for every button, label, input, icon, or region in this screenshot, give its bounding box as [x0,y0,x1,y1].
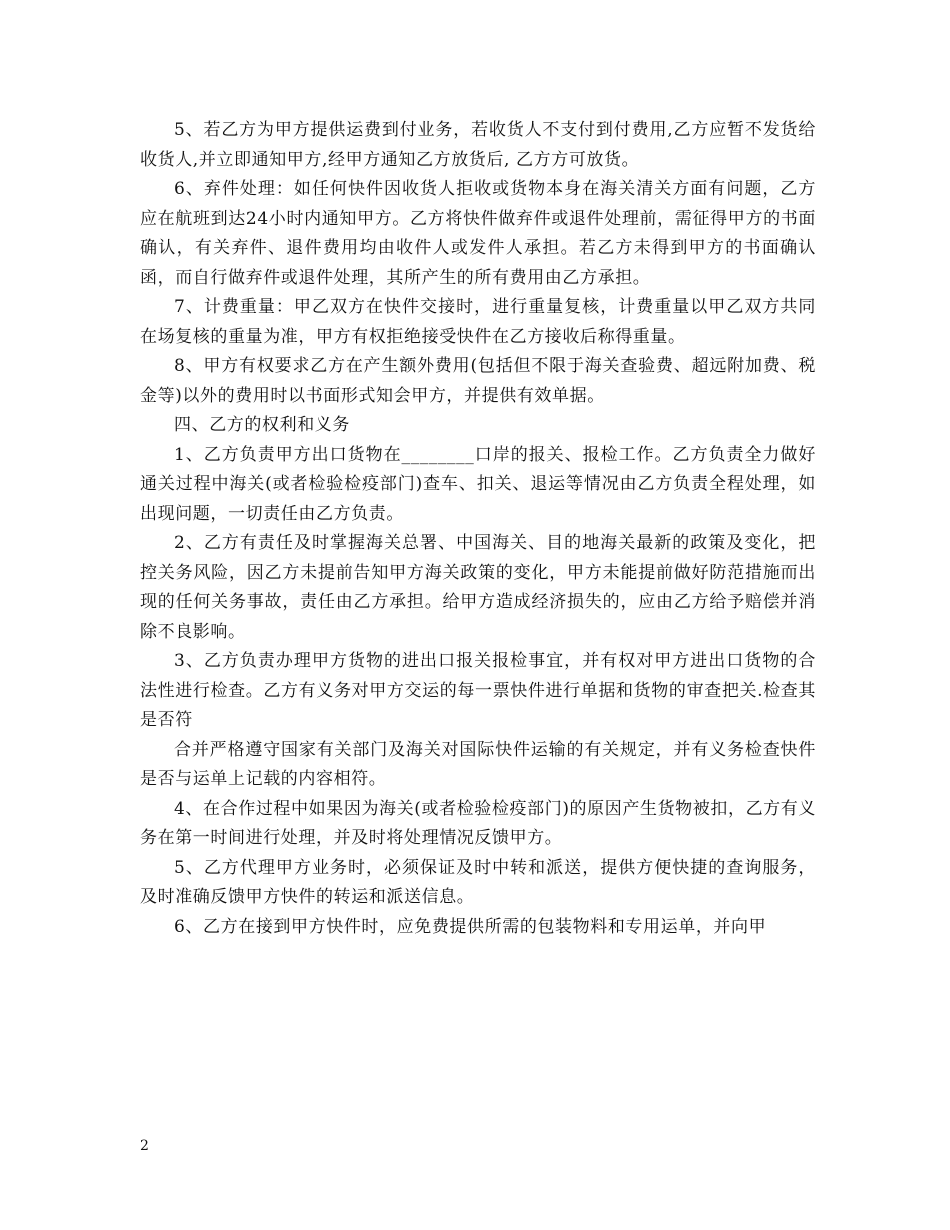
paragraph-b-clause-4-detention: 4、在合作过程中如果因为海关(或者检验检疫部门)的原因产生货物被扣，乙方有义务在第一时间进行处理，并及时将处理情况反馈甲方。 [140,798,816,848]
paragraph-b-clause-2-policy: 2、乙方有责任及时掌握海关总署、中国海关、目的地海关最新的政策及变化，把控关务风险，因乙方未提前告知甲方海关政策的变化，甲方未能提前做好防范措施而出现的任何关务事故，责任由乙方承担。给甲方造成经济损失的，应由乙方给予赔偿并消除不良影响。 [140,533,816,642]
paragraph-b-clause-1-customs: 1、乙方负责甲方出口货物在________口岸的报关、报检工作。乙方负责全力做好通关过程中海关(或者检验检疫部门)查车、扣关、退运等情况由乙方负责全程处理，如出现问题，一切责任由乙方负责。 [140,444,816,524]
paragraph-b-clause-6-packaging: 6、乙方在接到甲方快件时，应免费提供所需的包装物料和专用运单，并向甲 [174,916,767,937]
paragraph-b-clause-3-inspection: 3、乙方负责办理甲方货物的进出口报关报检事宜，并有权对甲方进出口货物的合法性进行检查。乙方有义务对甲方交运的每一票快件进行单据和货物的审查把关.检查其是否符 [140,651,816,730]
document-body [140,116,816,942]
paragraph-clause-8-extra-fees: 8、甲方有权要求乙方在产生额外费用(包括但不限于海关查验费、超远附加费、税金等)以外的费用时以书面形式知会甲方，并提供有效单据。 [140,356,816,406]
section-heading-party-b-rights: 四、乙方的权利和义务 [174,415,350,435]
paragraph-clause-7-billing-weight: 7、计费重量：甲乙双方在快件交接时，进行重量复核，计费重量以甲乙双方共同在场复核的重量为准，甲方有权拒绝接受快件在乙方接收后称得重量。 [140,297,816,347]
page-number: 2 [140,1138,149,1154]
paragraph-b-clause-3-continued: 合并严格遵守国家有关部门及海关对国际快件运输的有关规定，并有义务检查快件是否与运单上记载的内容相符。 [140,739,816,789]
paragraph-clause-6-abandoned-parcels: 6、弃件处理：如任何快件因收货人拒收或货物本身在海关清关方面有问题，乙方应在航班到达24小时内通知甲方。乙方将快件做弃件或退件处理前，需征得甲方的书面确认，有关弃件、退件费用均由收件人或发件人承担。若乙方未得到甲方的书面确认函，而自行做弃件或退件处理，其所产生的所有费用由乙方承担。 [140,179,816,288]
paragraph-clause-5-cod: 5、若乙方为甲方提供运费到付业务，若收货人不支付到付费用,乙方应暂不发货给收货人,并立即通知甲方,经甲方通知乙方放货后, 乙方方可放货。 [140,120,816,170]
paragraph-b-clause-5-delivery: 5、乙方代理甲方业务时，必须保证及时中转和派送，提供方便快捷的查询服务，及时准确反馈甲方快件的转运和派送信息。 [140,857,816,907]
